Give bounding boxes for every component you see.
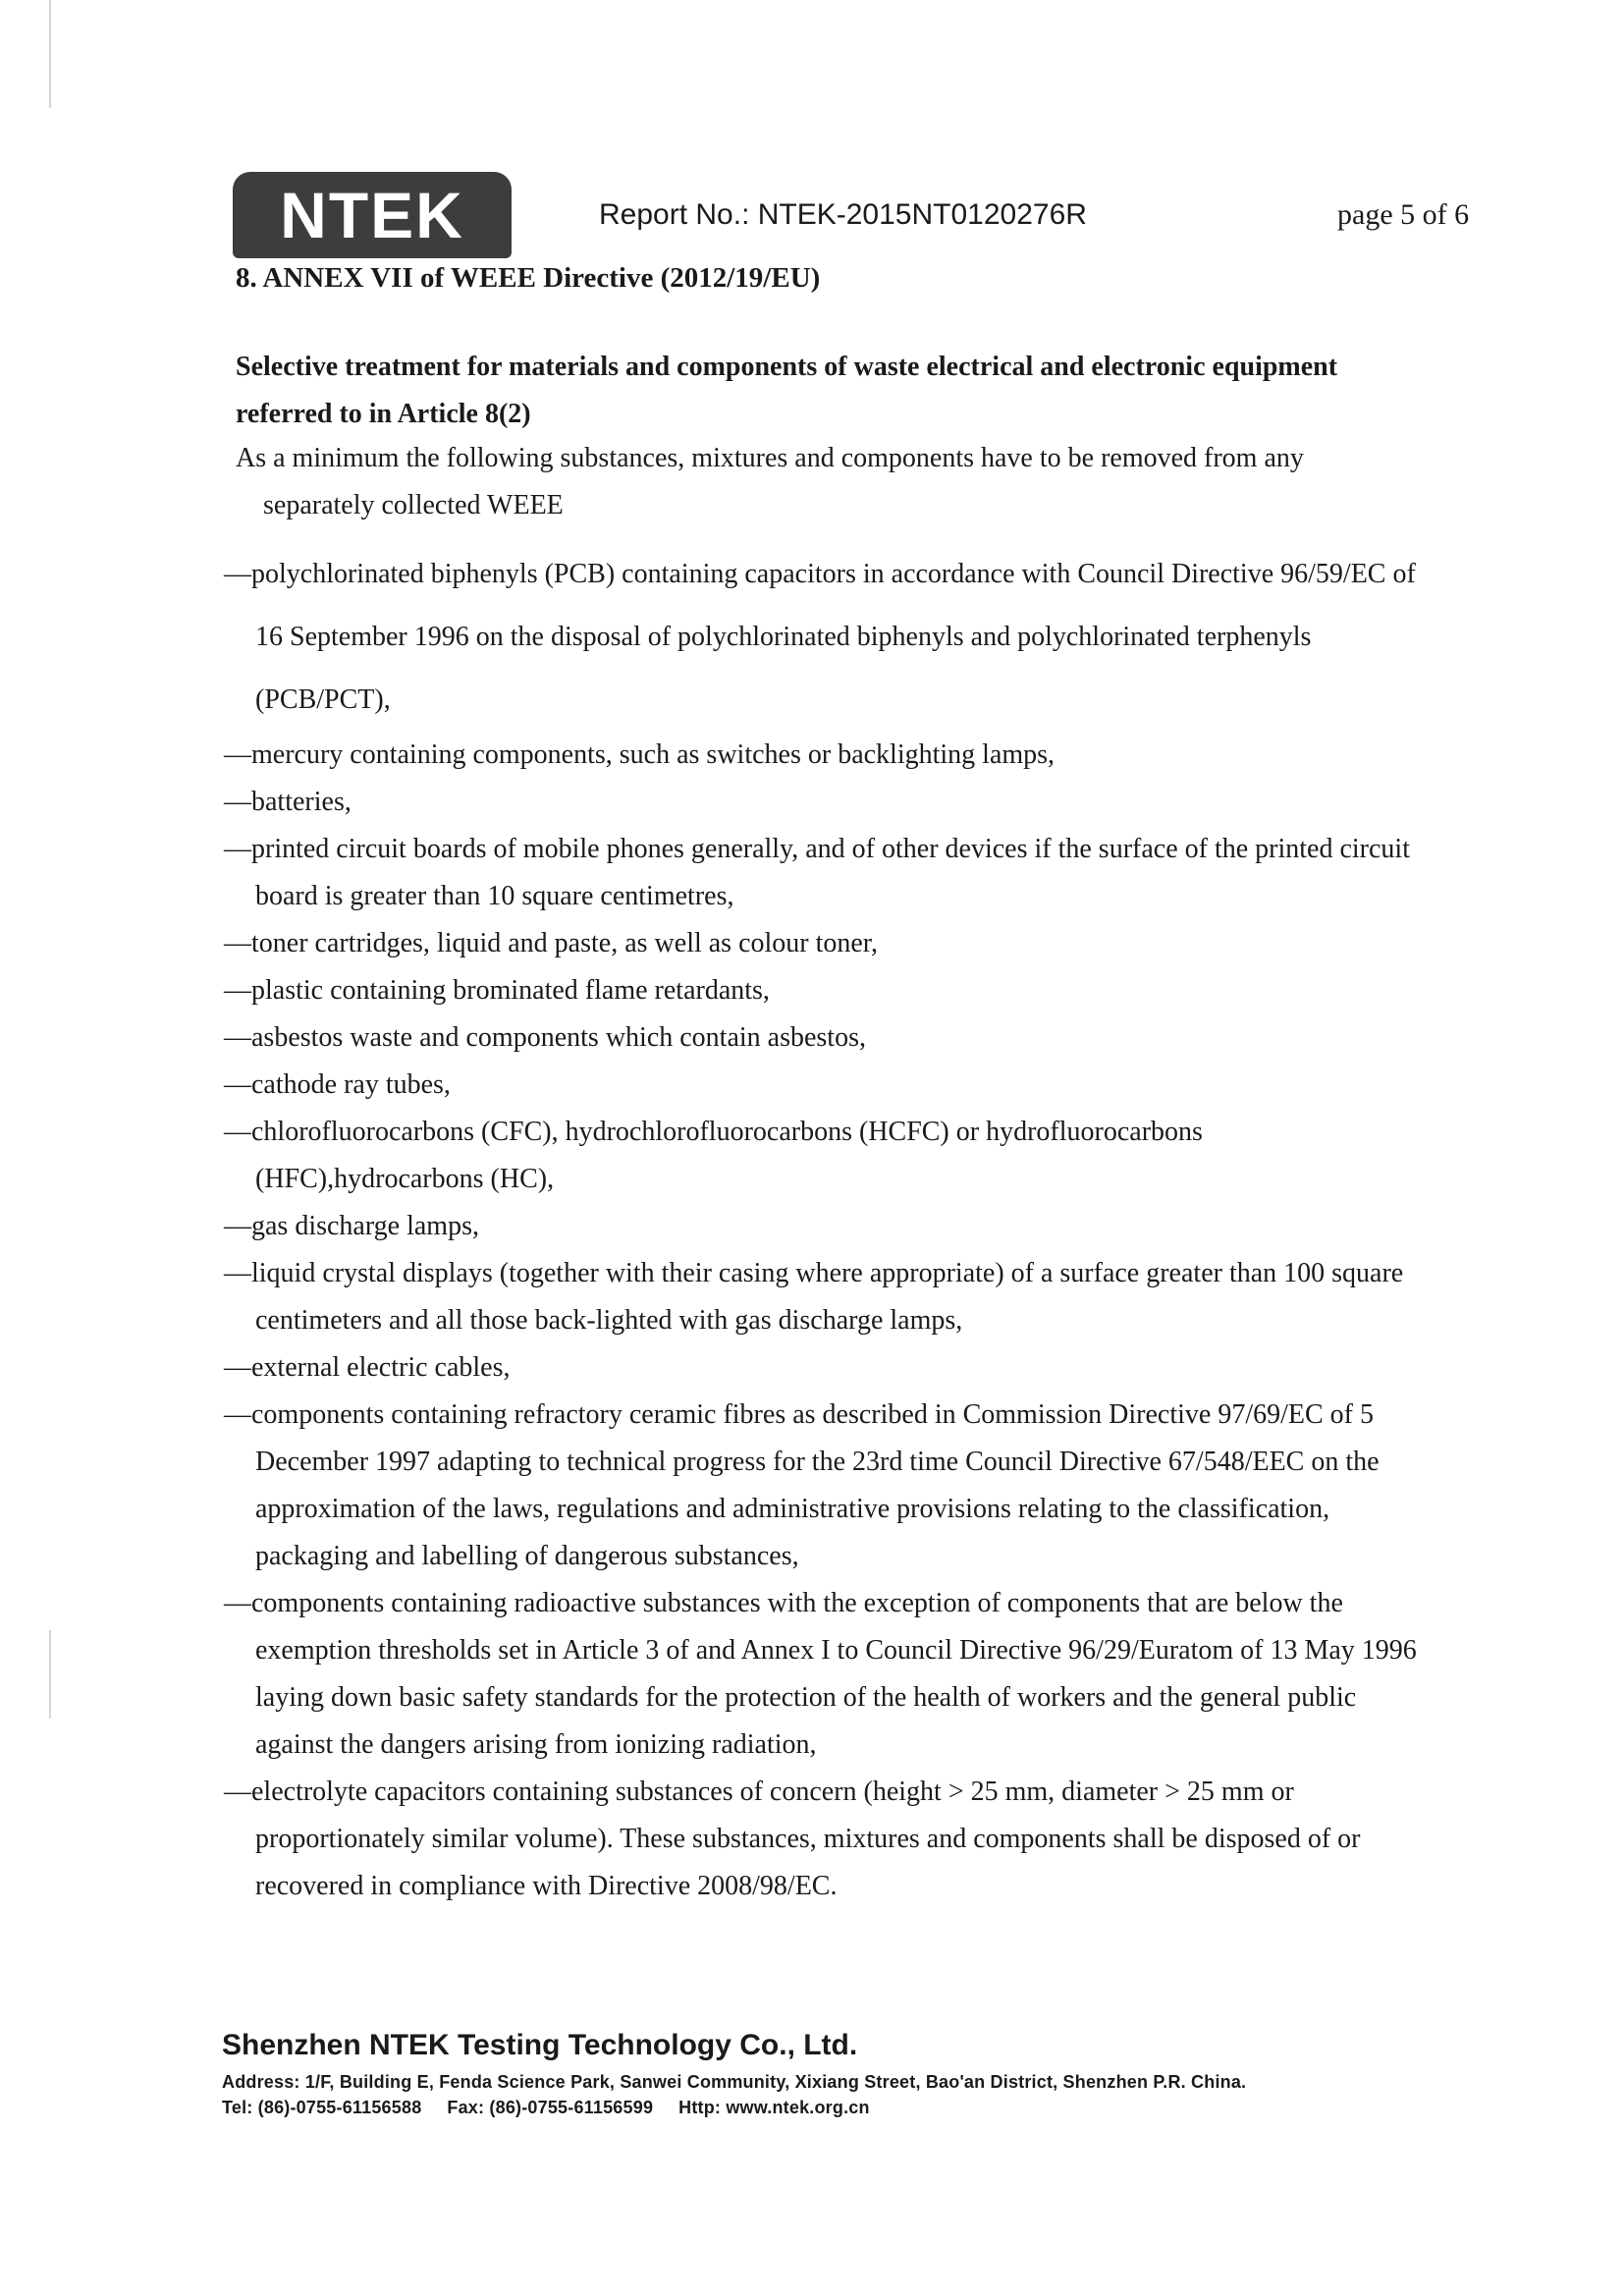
ntek-logo <box>233 172 512 258</box>
list-item: —batteries, <box>224 787 352 817</box>
footer-company: Shenzhen NTEK Testing Technology Co., Ltd. <box>222 2029 858 2061</box>
list-item: —components containing refractory ceramic fibres as described in Commission Directive 97/69/EC of 5 December 1997 adapting to technical progress for the 23rd time Council Directive 67/548/EEC on the approximation of the laws, regulations and administrative provisions relating to the classification, packaging and labelling of dangerous substances, <box>224 1399 1380 1571</box>
removal-list <box>224 543 1432 1910</box>
list-item: —plastic containing brominated flame retardants, <box>224 975 770 1006</box>
footer-address: Address: 1/F, Building E, Fenda Science Park, Sanwei Community, Xixiang Street, Bao'an District, Shenzhen P.R. China. <box>222 2072 1247 2092</box>
scan-edge-mark <box>49 1630 51 1719</box>
section-title: 8. ANNEX VII of WEEE Directive (2012/19/EU) <box>236 262 821 294</box>
page-number: page 5 of 6 <box>1337 198 1470 231</box>
list-item: —mercury containing components, such as switches or backlighting lamps, <box>224 739 1056 770</box>
list-item: —gas discharge lamps, <box>224 1211 479 1241</box>
scan-edge-mark <box>49 0 51 108</box>
logo-text: NTEK <box>280 179 464 251</box>
footer-contact: Tel: (86)-0755-61156588 Fax: (86)-0755-61156599 Http: www.ntek.org.cn <box>222 2098 870 2117</box>
list-item: —polychlorinated biphenyls (PCB) containing capacitors in accordance with Council Directive 96/59/EC of 16 September 1996 on the disposal of polychlorinated biphenyls and polychlorinated terphenyls (PCB/PCT), <box>224 559 1416 715</box>
report-number: Report No.: NTEK-2015NT0120276R <box>599 198 1087 231</box>
list-item: —asbestos waste and components which contain asbestos, <box>224 1022 866 1053</box>
subtitle: Selective treatment for materials and components of waste electrical and electronic equipment referred to in Article 8(2) <box>236 352 1338 429</box>
list-item: —liquid crystal displays (together with their casing where appropriate) of a surface greater than 100 square centimeters and all those back-lighted with gas discharge lamps, <box>224 1258 1404 1336</box>
list-item: —electrolyte capacitors containing substances of concern (height > 25 mm, diameter > 25 mm or proportionately similar volume). These substances, mixtures and components shall be disposed of or recovered in compliance with Directive 2008/98/EC. <box>224 1777 1361 1901</box>
list-item: —external electric cables, <box>224 1352 511 1383</box>
list-item: —chlorofluorocarbons (CFC), hydrochlorofluorocarbons (HCFC) or hydrofluorocarbons (HFC),hydrocarbons (HC), <box>224 1117 1203 1194</box>
list-item: —components containing radioactive substances with the exception of components that are below the exemption thresholds set in Article 3 of and Annex I to Council Directive 96/29/Euratom of 13 May 1996 laying down basic safety standards for the protection of the health of workers and the general public against the dangers arising from ionizing radiation, <box>224 1588 1417 1760</box>
list-item: —printed circuit boards of mobile phones generally, and of other devices if the surface of the printed circuit board is greater than 10 square centimetres, <box>224 834 1410 911</box>
list-item: —cathode ray tubes, <box>224 1069 451 1100</box>
intro-paragraph: As a minimum the following substances, mixtures and components have to be removed from any separately collected WEEE <box>236 443 1304 520</box>
list-item: —toner cartridges, liquid and paste, as well as colour toner, <box>224 928 879 958</box>
